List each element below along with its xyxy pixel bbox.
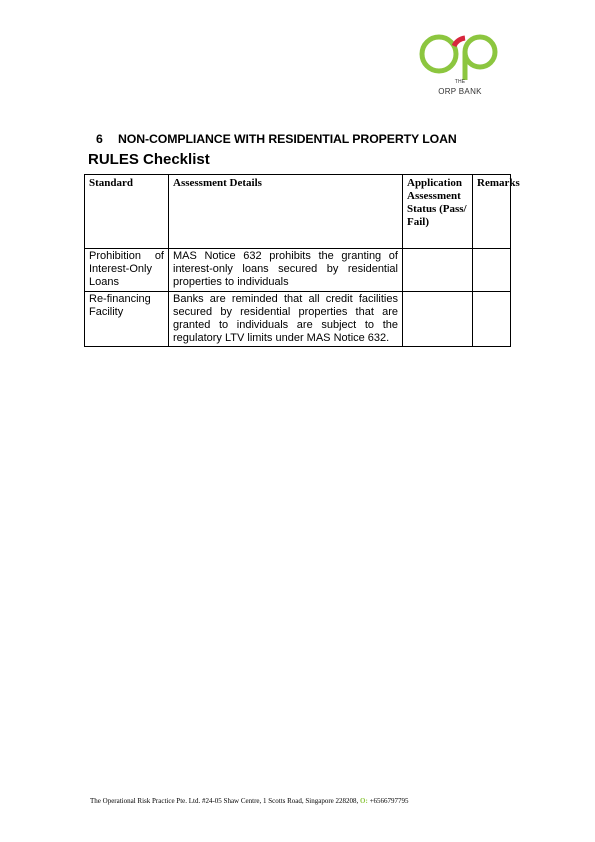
cell-details: Banks are reminded that all credit facilities secured by residential properties that are granted to individuals are subject to the regulatory LTV limits under MAS Notice 632.: [169, 291, 403, 347]
compliance-checklist-table: [84, 174, 520, 347]
section-subtitle: RULES Checklist: [88, 151, 210, 168]
cell-details: MAS Notice 632 prohibits the granting of interest-only loans secured by residential properties to individuals: [169, 249, 403, 292]
header-application-status: Application Assessment Status (Pass/Fail): [403, 175, 473, 249]
cell-standard: Prohibition of Interest-Only Loans: [85, 249, 169, 292]
cell-remarks[interactable]: [473, 249, 511, 292]
header-assessment-details: Assessment Details: [169, 175, 403, 249]
logo-bank-name: ORP BANK: [438, 87, 482, 96]
cell-remarks[interactable]: [473, 291, 511, 347]
section-heading: [96, 132, 457, 146]
table-header-row: [85, 175, 511, 249]
orp-bank-logo: [414, 32, 506, 98]
orp-logo-mark-icon: [414, 32, 506, 82]
logo-the-text: THE: [454, 79, 466, 85]
table-row: [85, 291, 511, 347]
header-standard: Standard: [85, 175, 169, 249]
footer-phone: +6566797795: [369, 797, 409, 805]
cell-status[interactable]: [403, 291, 473, 347]
cell-status[interactable]: [403, 249, 473, 292]
header-remarks: Remarks: [473, 175, 511, 249]
section-number: 6: [96, 132, 103, 146]
table-row: [85, 249, 511, 292]
footer-address: The Operational Risk Practice Pte. Ltd. #24-05 Shaw Centre, 1 Scotts Road, Singapore 228208,: [90, 797, 359, 805]
page-footer: [90, 797, 409, 805]
section-title: NON-COMPLIANCE WITH RESIDENTIAL PROPERTY LOAN: [118, 132, 457, 146]
cell-standard: Re-financing Facility: [85, 291, 169, 347]
footer-phone-label: O:: [360, 797, 368, 805]
